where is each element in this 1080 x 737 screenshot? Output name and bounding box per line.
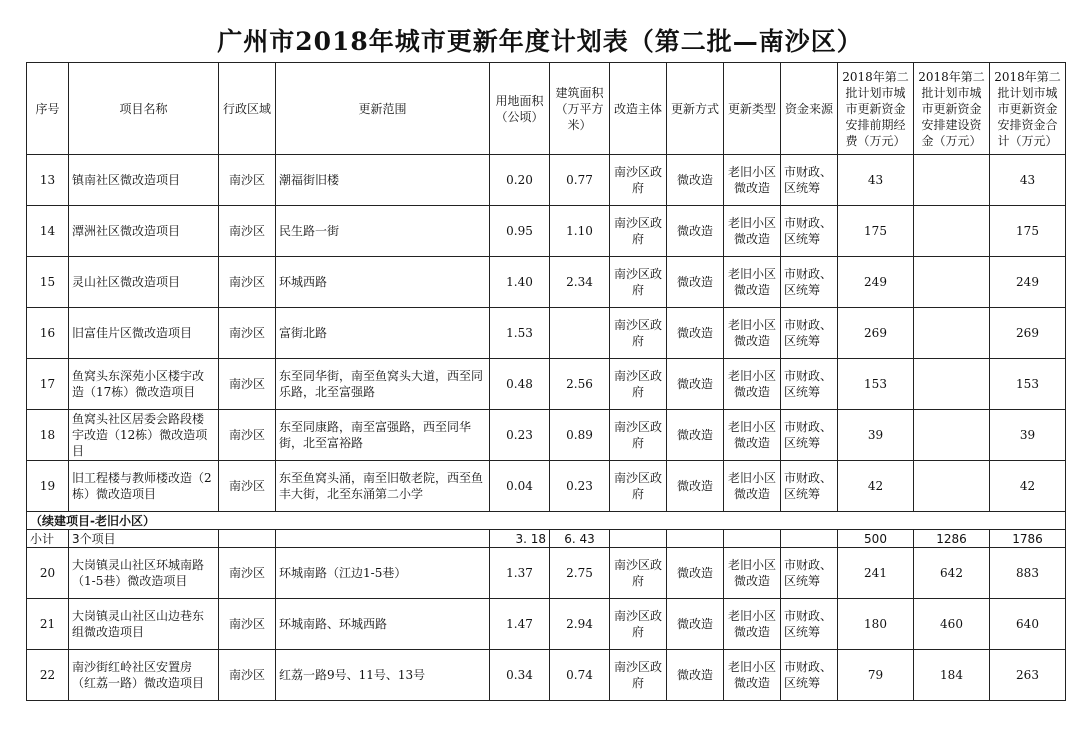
project-method: 微改造 (667, 308, 724, 359)
project-no: 14 (27, 206, 69, 257)
project-fund-total: 43 (990, 155, 1066, 206)
project-fund-source: 市财政、区统筹 (781, 359, 838, 410)
table-body-ongoing (27, 155, 1066, 512)
project-name: 大岗镇灵山社区山边巷东组微改造项目 (69, 599, 219, 650)
project-build-area (550, 308, 610, 359)
project-district: 南沙区 (219, 308, 276, 359)
project-district: 南沙区 (219, 461, 276, 512)
project-district: 南沙区 (219, 410, 276, 461)
project-fund-pre: 249 (838, 257, 914, 308)
section-label: （续建项目-老旧小区） (27, 512, 1066, 530)
project-fund-total: 153 (990, 359, 1066, 410)
project-land-area: 1.37 (490, 548, 550, 599)
table-row (27, 599, 1066, 650)
project-fund-pre: 180 (838, 599, 914, 650)
project-land-area: 1.47 (490, 599, 550, 650)
project-fund-pre: 43 (838, 155, 914, 206)
project-fund-source: 市财政、区统筹 (781, 257, 838, 308)
project-fund-build: 642 (914, 548, 990, 599)
project-fund-build (914, 155, 990, 206)
project-fund-pre: 175 (838, 206, 914, 257)
table-body-section (27, 512, 1066, 548)
table-row (27, 650, 1066, 701)
table-row (27, 257, 1066, 308)
project-fund-pre: 79 (838, 650, 914, 701)
project-no: 13 (27, 155, 69, 206)
header-name: 项目名称 (69, 63, 219, 155)
project-fund-pre: 153 (838, 359, 914, 410)
project-fund-build (914, 257, 990, 308)
subtotal-label: 小计 (27, 530, 69, 548)
header-fund-pre: 2018年第二批计划市城市更新资金安排前期经费（万元） (838, 63, 914, 155)
project-type: 老旧小区微改造 (724, 410, 781, 461)
project-subject: 南沙区政府 (610, 650, 667, 701)
project-fund-pre: 269 (838, 308, 914, 359)
project-build-area: 2.56 (550, 359, 610, 410)
project-fund-total: 640 (990, 599, 1066, 650)
project-fund-build (914, 359, 990, 410)
project-district: 南沙区 (219, 206, 276, 257)
project-fund-source: 市财政、区统筹 (781, 410, 838, 461)
table-row (27, 410, 1066, 461)
project-district: 南沙区 (219, 599, 276, 650)
subtotal-bld: 1286 (914, 530, 990, 548)
project-subject: 南沙区政府 (610, 206, 667, 257)
section-row (27, 512, 1066, 530)
project-fund-build: 184 (914, 650, 990, 701)
project-build-area: 1.10 (550, 206, 610, 257)
project-build-area: 0.74 (550, 650, 610, 701)
header-scope: 更新范围 (276, 63, 490, 155)
subtotal-total: 1786 (990, 530, 1066, 548)
table-row (27, 461, 1066, 512)
project-name: 灵山社区微改造项目 (69, 257, 219, 308)
project-name: 鱼窝头东深苑小区楼宇改造（17栋）微改造项目 (69, 359, 219, 410)
project-district: 南沙区 (219, 359, 276, 410)
project-type: 老旧小区微改造 (724, 650, 781, 701)
header-row (27, 63, 1066, 155)
project-fund-total: 249 (990, 257, 1066, 308)
subtotal-type (724, 530, 781, 548)
project-build-area: 0.89 (550, 410, 610, 461)
subtotal-pre: 500 (838, 530, 914, 548)
project-fund-build (914, 308, 990, 359)
subtotal-row (27, 530, 1066, 548)
header-district: 行政区域 (219, 63, 276, 155)
project-fund-source: 市财政、区统筹 (781, 461, 838, 512)
project-fund-source: 市财政、区统筹 (781, 155, 838, 206)
project-method: 微改造 (667, 599, 724, 650)
project-fund-total: 42 (990, 461, 1066, 512)
page-title: 广州市2018年城市更新年度计划表（第二批—南沙区） (217, 27, 863, 56)
project-method: 微改造 (667, 359, 724, 410)
project-no: 18 (27, 410, 69, 461)
project-fund-pre: 42 (838, 461, 914, 512)
subtotal-method (667, 530, 724, 548)
project-fund-total: 263 (990, 650, 1066, 701)
table-row (27, 155, 1066, 206)
project-build-area: 0.23 (550, 461, 610, 512)
project-build-area: 2.34 (550, 257, 610, 308)
project-method: 微改造 (667, 650, 724, 701)
project-method: 微改造 (667, 155, 724, 206)
project-fund-pre: 39 (838, 410, 914, 461)
project-fund-build (914, 461, 990, 512)
project-subject: 南沙区政府 (610, 461, 667, 512)
project-land-area: 0.95 (490, 206, 550, 257)
project-build-area: 2.94 (550, 599, 610, 650)
project-land-area: 0.04 (490, 461, 550, 512)
project-scope: 潮福街旧楼 (276, 155, 490, 206)
subtotal-build: 6. 43 (550, 530, 610, 548)
project-fund-build: 460 (914, 599, 990, 650)
project-district: 南沙区 (219, 155, 276, 206)
subtotal-district (219, 530, 276, 548)
project-subject: 南沙区政府 (610, 359, 667, 410)
project-scope: 东至鱼窝头涌，南至旧敬老院，西至鱼丰大街，北至东涌第二小学 (276, 461, 490, 512)
project-name: 鱼窝头社区居委会路段楼宇改造（12栋）微改造项目 (69, 410, 219, 461)
project-no: 17 (27, 359, 69, 410)
project-land-area: 1.53 (490, 308, 550, 359)
project-method: 微改造 (667, 548, 724, 599)
subtotal-source (781, 530, 838, 548)
project-land-area: 0.20 (490, 155, 550, 206)
project-land-area: 0.34 (490, 650, 550, 701)
project-scope: 东至同康路，南至富强路，西至同华街，北至富裕路 (276, 410, 490, 461)
project-district: 南沙区 (219, 548, 276, 599)
project-type: 老旧小区微改造 (724, 461, 781, 512)
project-no: 15 (27, 257, 69, 308)
subtotal-subject (610, 530, 667, 548)
header-fund-total: 2018年第二批计划市城市更新资金安排资金合计（万元） (990, 63, 1066, 155)
project-subject: 南沙区政府 (610, 599, 667, 650)
project-fund-total: 269 (990, 308, 1066, 359)
project-method: 微改造 (667, 461, 724, 512)
project-scope: 红荔一路9号、11号、13号 (276, 650, 490, 701)
project-fund-source: 市财政、区统筹 (781, 650, 838, 701)
project-scope: 富街北路 (276, 308, 490, 359)
project-method: 微改造 (667, 206, 724, 257)
project-name: 南沙街红岭社区安置房（红荔一路）微改造项目 (69, 650, 219, 701)
project-fund-source: 市财政、区统筹 (781, 548, 838, 599)
project-land-area: 0.23 (490, 410, 550, 461)
project-land-area: 0.48 (490, 359, 550, 410)
header-build-area: 建筑面积（万平方米） (550, 63, 610, 155)
project-scope: 环城南路、环城西路 (276, 599, 490, 650)
project-scope: 环城西路 (276, 257, 490, 308)
project-no: 20 (27, 548, 69, 599)
plan-table (26, 62, 1066, 701)
project-name: 潭洲社区微改造项目 (69, 206, 219, 257)
project-type: 老旧小区微改造 (724, 257, 781, 308)
project-subject: 南沙区政府 (610, 257, 667, 308)
project-type: 老旧小区微改造 (724, 206, 781, 257)
project-fund-source: 市财政、区统筹 (781, 206, 838, 257)
project-type: 老旧小区微改造 (724, 308, 781, 359)
project-fund-total: 39 (990, 410, 1066, 461)
project-type: 老旧小区微改造 (724, 548, 781, 599)
project-fund-pre: 241 (838, 548, 914, 599)
project-build-area: 2.75 (550, 548, 610, 599)
project-scope: 东至同华街，南至鱼窝头大道，西至同乐路，北至富强路 (276, 359, 490, 410)
header-no: 序号 (27, 63, 69, 155)
project-fund-build (914, 410, 990, 461)
header-subject: 改造主体 (610, 63, 667, 155)
subtotal-count: 3个项目 (69, 530, 219, 548)
project-district: 南沙区 (219, 650, 276, 701)
project-scope: 环城南路（江边1-5巷） (276, 548, 490, 599)
project-land-area: 1.40 (490, 257, 550, 308)
header-land-area: 用地面积（公顷） (490, 63, 550, 155)
table-row (27, 206, 1066, 257)
header-method: 更新方式 (667, 63, 724, 155)
project-district: 南沙区 (219, 257, 276, 308)
project-type: 老旧小区微改造 (724, 155, 781, 206)
project-name: 大岗镇灵山社区环城南路（1-5巷）微改造项目 (69, 548, 219, 599)
project-no: 19 (27, 461, 69, 512)
project-name: 旧富佳片区微改造项目 (69, 308, 219, 359)
header-fund-build: 2018年第二批计划市城市更新资金安排建设资金（万元） (914, 63, 990, 155)
project-subject: 南沙区政府 (610, 155, 667, 206)
project-no: 21 (27, 599, 69, 650)
header-fund-source: 资金来源 (781, 63, 838, 155)
project-name: 旧工程楼与教师楼改造（2栋）微改造项目 (69, 461, 219, 512)
project-method: 微改造 (667, 257, 724, 308)
table-row (27, 308, 1066, 359)
table-body-continued (27, 548, 1066, 701)
project-method: 微改造 (667, 410, 724, 461)
project-no: 16 (27, 308, 69, 359)
table-row (27, 359, 1066, 410)
subtotal-land: 3. 18 (490, 530, 550, 548)
project-fund-build (914, 206, 990, 257)
table-row (27, 548, 1066, 599)
subtotal-scope (276, 530, 490, 548)
project-no: 22 (27, 650, 69, 701)
project-type: 老旧小区微改造 (724, 599, 781, 650)
project-subject: 南沙区政府 (610, 410, 667, 461)
project-type: 老旧小区微改造 (724, 359, 781, 410)
project-subject: 南沙区政府 (610, 308, 667, 359)
project-build-area: 0.77 (550, 155, 610, 206)
project-fund-total: 175 (990, 206, 1066, 257)
project-fund-source: 市财政、区统筹 (781, 308, 838, 359)
project-subject: 南沙区政府 (610, 548, 667, 599)
project-fund-total: 883 (990, 548, 1066, 599)
header-type: 更新类型 (724, 63, 781, 155)
project-scope: 民生路一街 (276, 206, 490, 257)
project-name: 镇南社区微改造项目 (69, 155, 219, 206)
project-fund-source: 市财政、区统筹 (781, 599, 838, 650)
